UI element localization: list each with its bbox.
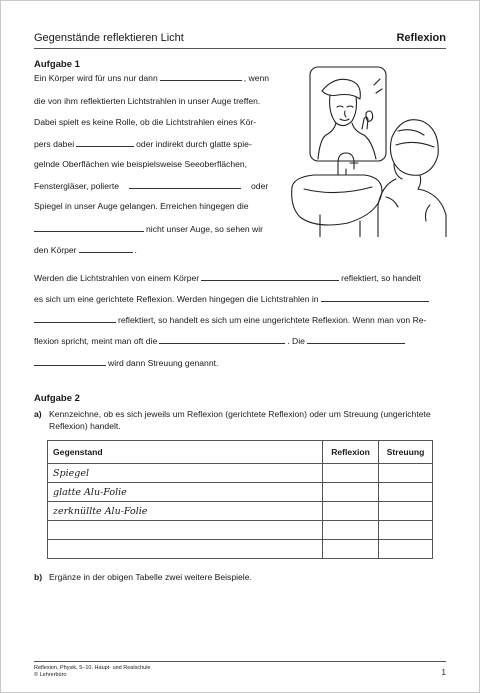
task2-a-text-line-2: Reflexion) handelt. (49, 421, 121, 431)
item-cell[interactable] (48, 540, 323, 559)
table-row (48, 502, 433, 521)
item-cell: glatte Alu-Folie (48, 483, 323, 502)
task1-line-8: nicht unser Auge, so sehen wir (34, 223, 263, 234)
column-header: Streuung (379, 441, 433, 464)
task1-line-7: Spiegel in unser Auge gelangen. Erreichen hingegen die (34, 201, 249, 211)
table-row (48, 464, 433, 483)
task1-line-3: Dabei spielt es keine Rolle, ob die Lichtstrahlen eines Kör- (34, 117, 257, 127)
column-header: Gegenstand (48, 441, 323, 464)
streuung-cell[interactable] (379, 540, 433, 559)
reflexion-cell[interactable] (323, 464, 379, 483)
classification-table (47, 440, 433, 559)
blank-field[interactable] (307, 335, 405, 344)
blank-field[interactable] (129, 180, 241, 189)
worksheet-title: Gegenstände reflektieren Licht (34, 32, 184, 44)
blank-field[interactable] (34, 314, 116, 323)
mirror-illustration (290, 65, 448, 237)
task1-para2-line-1: Werden die Lichtstrahlen von einem Körper reflektiert, so handelt (34, 273, 421, 283)
table-row (48, 540, 433, 559)
task1-para2-line-4: flexion spricht, meint man oft die . Die (34, 335, 407, 346)
task1-line-1: Ein Körper wird für uns nur dann , wenn (34, 73, 270, 83)
item-cell[interactable] (48, 521, 323, 540)
table-row (48, 521, 433, 540)
blank-field[interactable] (79, 244, 133, 253)
task1-line-6: Fenstergläser, polierte oder (34, 181, 269, 191)
blank-field[interactable] (159, 335, 285, 344)
topic-label: Reflexion (396, 32, 446, 44)
task1-heading: Aufgabe 1 (34, 59, 80, 70)
streuung-cell[interactable] (379, 483, 433, 502)
blank-field[interactable] (76, 138, 134, 147)
task1-line-5: gelnde Oberflächen wie beispielsweise Seeoberflächen, (34, 159, 248, 169)
item-cell: Spiegel (48, 464, 323, 483)
task1-para2-line-2: es sich um eine gerichtete Reflexion. Werden hingegen die Lichtstrahlen in (34, 293, 431, 304)
blank-field[interactable] (34, 223, 144, 232)
streuung-cell[interactable] (379, 502, 433, 521)
page-number: 1 (441, 668, 446, 677)
task1-para2-line-3: reflektiert, so handelt es sich um eine ungerichtete Reflexion. Wenn man von Re- (34, 314, 426, 325)
streuung-cell[interactable] (379, 464, 433, 483)
reflexion-cell[interactable] (323, 502, 379, 521)
blank-field[interactable] (321, 293, 429, 302)
column-header: Reflexion (323, 441, 379, 464)
streuung-cell[interactable] (379, 521, 433, 540)
mirror-frame (310, 67, 386, 161)
blank-field[interactable] (160, 72, 242, 81)
page-header (34, 32, 446, 49)
footer-divider (34, 661, 446, 662)
task1-para2-line-5: wird dann Streuung genannt. (34, 357, 218, 368)
task2-b-label: b) (34, 572, 43, 582)
item-cell: zerknüllte Alu-Folie (48, 502, 323, 521)
reflexion-cell[interactable] (323, 521, 379, 540)
task2-a-label: a) (34, 409, 42, 419)
footer-copyright: © Lehrerbüro (34, 672, 67, 678)
table-header-row (48, 441, 433, 464)
footer-source: Reflexion, Physik, 5–10. Haupt- und Realschule (34, 665, 151, 671)
task2-b-text: Ergänze in der obigen Tabelle zwei weitere Beispiele. (49, 572, 252, 582)
blank-field[interactable] (34, 357, 106, 366)
task1-line-4: pers dabei oder indirekt durch glatte spie- (34, 139, 252, 149)
reflexion-cell[interactable] (323, 540, 379, 559)
reflexion-cell[interactable] (323, 483, 379, 502)
task2-a-text-line-1: Kennzeichne, ob es sich jeweils um Reflexion (gerichtete Reflexion) oder um Streuung (ungerichtete (49, 409, 431, 419)
task2-heading: Aufgabe 2 (34, 393, 80, 404)
table-row (48, 483, 433, 502)
task1-line-9: den Körper . (34, 245, 137, 255)
task1-line-2: die von ihm reflektierten Lichtstrahlen in unser Auge treffen. (34, 96, 261, 106)
blank-field[interactable] (201, 272, 339, 281)
